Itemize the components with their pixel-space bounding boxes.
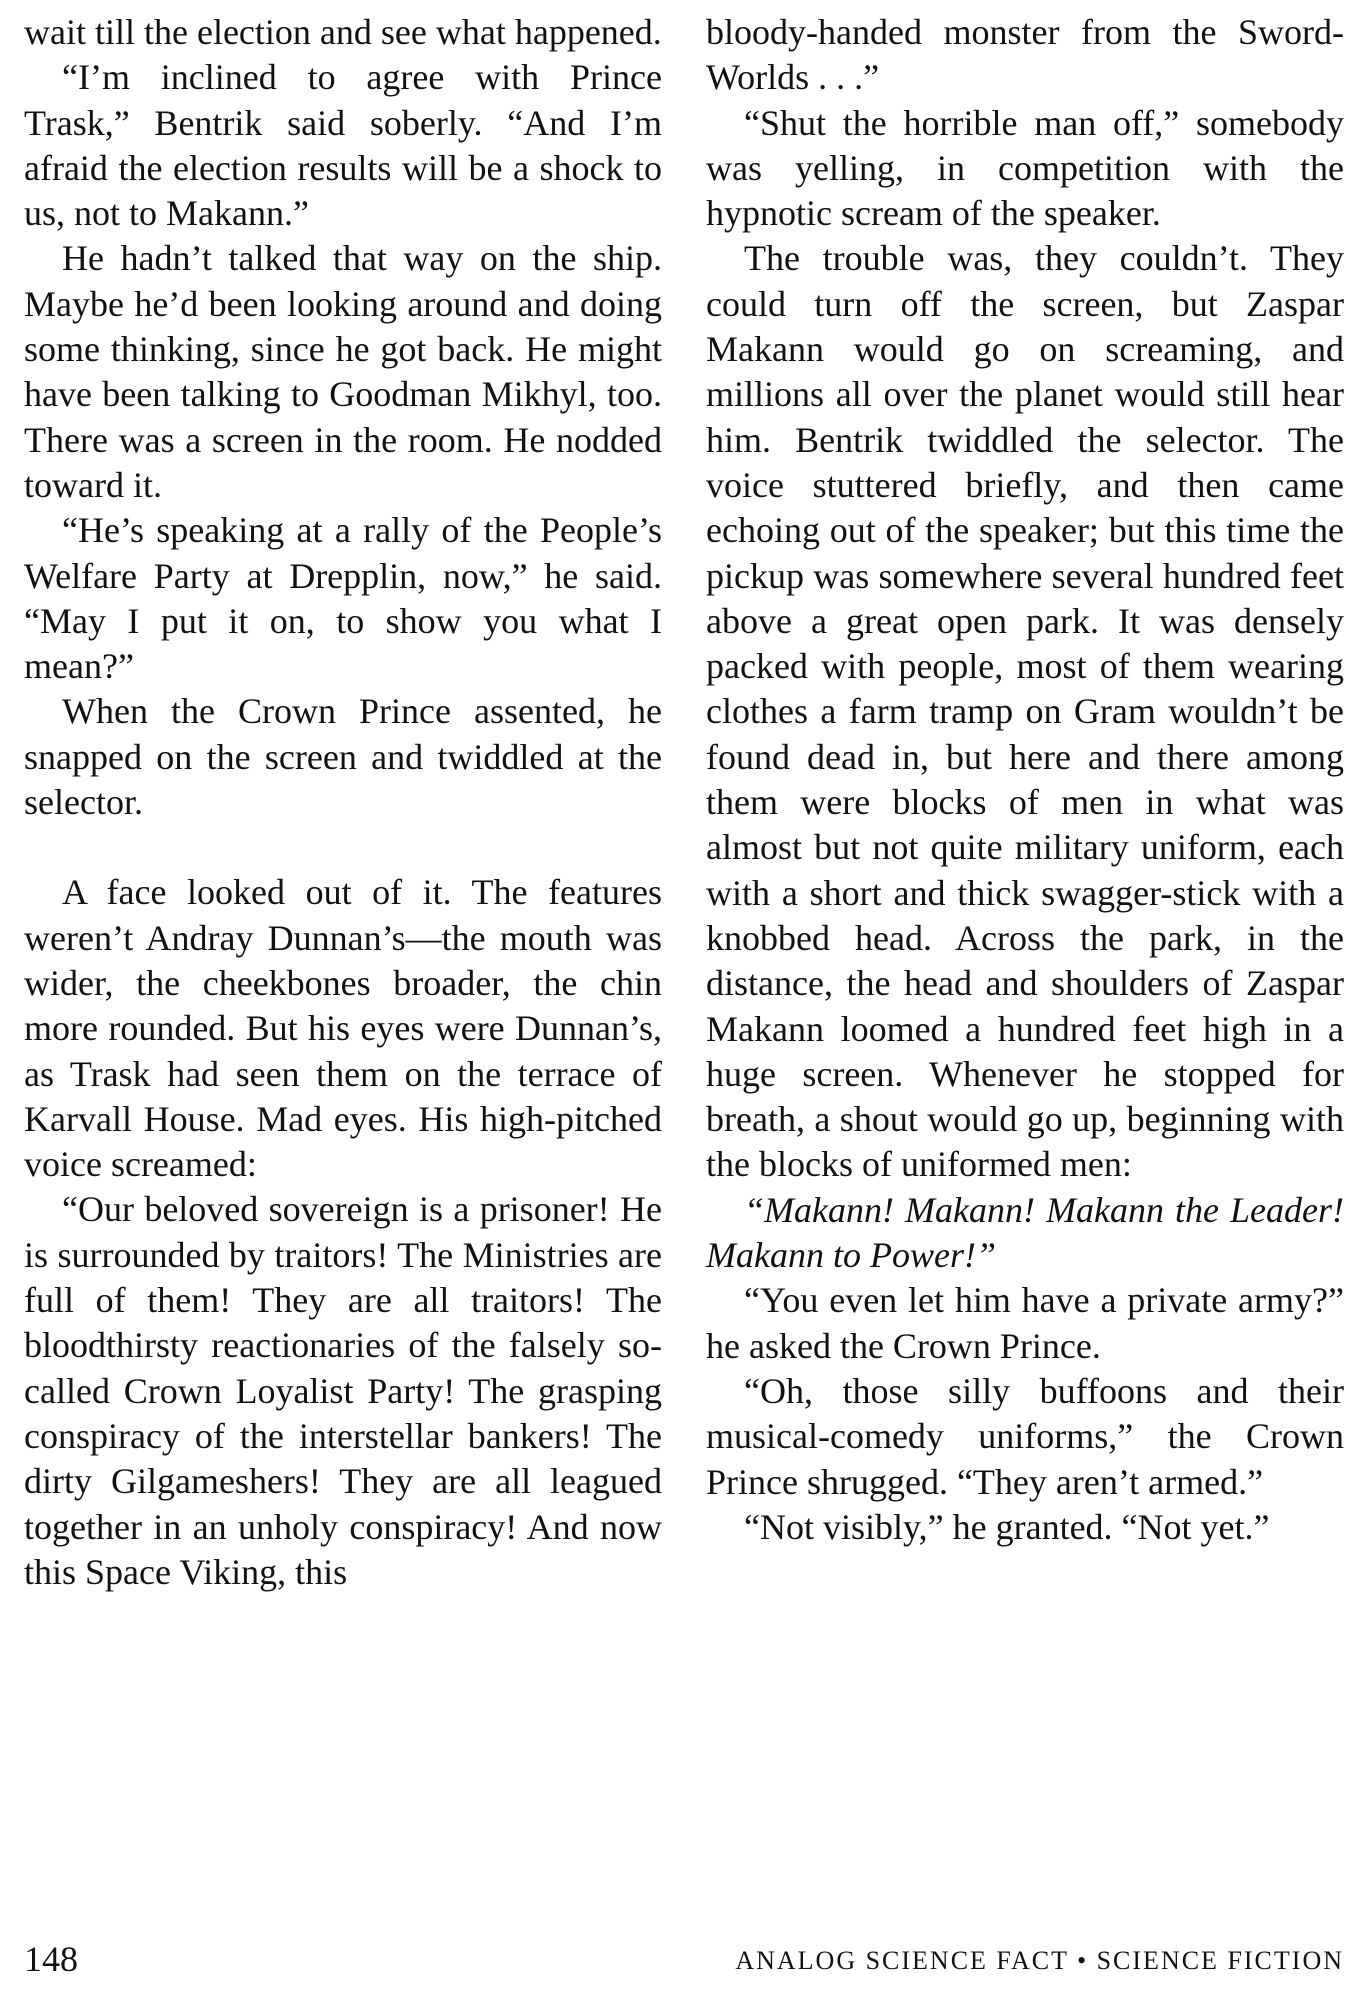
paragraph: “You even let him have a private army?” he asked the Crown Prince. <box>706 1280 1344 1366</box>
paragraph: When the Crown Prince assented, he snapped on the screen and twiddled at the selector. <box>24 691 662 823</box>
paragraph-chant: “Makann! Makann! Makann the Leader! Makann to Power!” <box>706 1189 1344 1276</box>
paragraph: He hadn’t talked that way on the ship. Maybe he’d been looking around and doing some thinking, since he got back. He might have been talking to Goodman Mikhyl, too. There was a screen in the room. He nodded toward it. <box>24 238 662 505</box>
paragraph: A face looked out of it. The features weren’t Andray Dunnan’s—the mouth was wider, the cheekbones broader, the chin more rounded. But his eyes were Dunnan’s, as Trask had seen them on the terrace of Karvall House. Mad eyes. His high-pitched voice screamed: <box>24 872 662 1185</box>
paragraph: “He’s speaking at a rally of the People’s Welfare Party at Drepplin, now,” he said. “May I put it on, to show you what I mean?” <box>24 510 662 687</box>
running-head: ANALOG SCIENCE FACT • SCIENCE FICTION <box>735 1946 1344 1975</box>
paragraph: wait till the election and see what happened. <box>24 12 662 52</box>
paragraph: “Our beloved sovereign is a prisoner! He is surrounded by traitors! The Ministries are full of them! They are all traitors! The bloodthirsty reactionaries of the falsely so-called Crown Loyalist Party! The grasping conspiracy of the interstellar bankers! The dirty Gilgameshers! They are all leagued together in an unholy conspiracy! And now this Space Viking, this <box>24 1189 662 1592</box>
paragraph: “Not visibly,” he granted. “Not yet.” <box>744 1506 1270 1547</box>
paragraph: “I’m inclined to agree with Prince Trask,” Bentrik said soberly. “And I’m afraid the election results will be a shock to us, not to Makann.” <box>24 57 662 234</box>
paragraph: “Oh, those silly buffoons and their musical-comedy uniforms,” the Crown Prince shrugged. “They aren’t armed.” <box>706 1370 1344 1502</box>
left-text-column <box>24 10 662 1595</box>
right-text-column <box>706 10 1344 1550</box>
paragraph: “Shut the horrible man off,” somebody was yelling, in competition with the hypnotic scream of the speaker. <box>706 102 1344 234</box>
page-number: 148 <box>24 1939 78 1979</box>
paragraph: bloody-handed monster from the Sword-Worlds . . .” <box>706 12 1344 98</box>
page-footer <box>24 1938 1344 1988</box>
paragraph: The trouble was, they couldn’t. They could turn off the screen, but Zaspar Makann would go on screaming, and millions all over the planet would still hear him. Bentrik twiddled the selector. The voice stuttered briefly, and then came echoing out of the speaker; but this time the pickup was somewhere several hundred feet above a great open park. It was densely packed with people, most of them wearing clothes a farm tramp on Gram wouldn’t be found dead in, but here and there among them were blocks of men in what was almost but not quite military uniform, each with a short and thick swagger-stick with a knobbed head. Across the park, in the distance, the head and shoulders of Zaspar Makann loomed a hundred feet high in a huge screen. Whenever he stopped for breath, a shout would go up, beginning with the blocks of uniformed men: <box>706 238 1344 1185</box>
